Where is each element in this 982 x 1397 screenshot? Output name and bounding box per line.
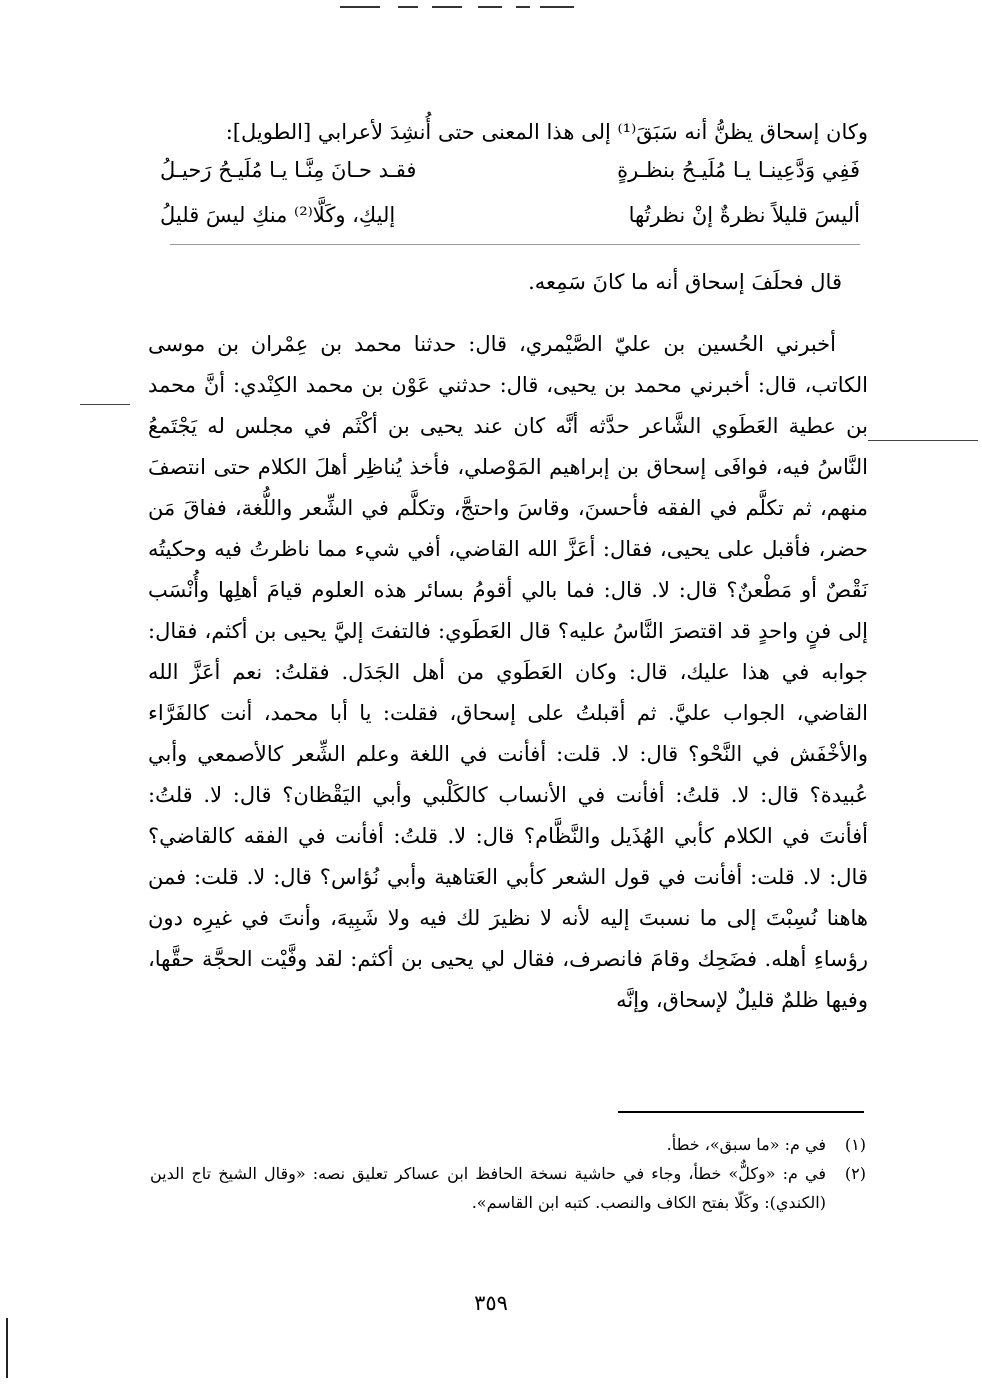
verse-first-hemistich: فَفِي وَدَّعِينـا يـا مُلَيـحُ بنظـرةٍ (617, 158, 860, 182)
main-paragraph (148, 324, 868, 1021)
footnote-separator (618, 1111, 864, 1113)
footnotes (150, 1130, 866, 1217)
verse-line (160, 203, 860, 244)
footnote-text: في م: «وكلٌّ» خطأ، وجاء في حاشية نسخة الحافظ ابن عساكر تعليق نصه: «وقال الشيخ تاج الدين (الكندي): وكَلّا بفتح الكاف والنصب. كتبه ابن القاسم». (150, 1164, 826, 1212)
verse-second-hemistich: فقـد حـانَ مِنَّـا يـا مُلَيـحُ رَحيـلُ (160, 158, 417, 182)
footnote-number: (٢) (844, 1164, 866, 1183)
paragraph-text: أخبرني الحُسين بن عليّ الصَّيْمري، قال: حدثنا محمد بن عِمْران بن موسى الكاتب، قال: أخبرني محمد بن يحيى، قال: حدثني عَوْن بن محمد الكِنْدي: أنَّ محمد بن عطية العَطَوي الشَّاعر حدَّثه أنَّه كان عند يحيى بن أكْثَم في مجلس له يَجْتَمعُ النَّاسُ فيه، فوافَى إسحاق بن إبراهيم المَوْصلي، فأخذ يُناظِر أهلَ الكلام حتى انتصفَ منهم، ثم تكلَّم في الفقه فأحسنَ، وقاسَ واحتجَّ، وتكلَّم في الشِّعر واللُّغة، ففاقَ مَن حضر، فأقبل على يحيى، فقال: أعَزَّ الله القاضي، أفي شيء مما ناظرتُ فيه وحكيتُه نَقْصٌ أو مَطْعنٌ؟ قال: لا. قال: فما بالي أقومُ بسائر هذه العلوم قيامَ أهلِها وأُنْسَب إلى فنٍ واحدٍ قد اقتصرَ النَّاسُ عليه؟ قال العَطَوي: فالتفتَ إليَّ يحيى بن أكثم، فقال: جوابه في هذا عليك، قال: وكان العَطَوي من أهل الجَدَل. فقلتُ: نعم أعَزَّ الله القاضي، الجواب عليَّ. ثم أقبلتُ على إسحاق، فقلت: يا أبا محمد، أنت كالفَرَّاء والأخْفَش في النَّحْو؟ قال: لا. قلت: أفأنت في اللغة وعلم الشِّعر كالأصمعي وأبي عُبيدة؟ قال: لا. قلتُ: أفأنت في الأنساب كالكَلْبي وأبي اليَقْظان؟ قال: لا. قلتُ: أفأنتَ في الكلام كأبي الهُذَيل والنَّظَّام؟ قال: لا. قلتُ: أفأنت في الفقه كالقاضي؟ قال: لا. قلت: أفأنت في قول الشعر كأبي العَتاهية وأبي نُؤاس؟ قال: لا. قلت: فمن هاهنا نُسِبْتَ إلى ما نسبتَ إليه لأنه لا نظيرَ لك فيه ولا شَبِيهَ، وأنتَ في غيرِه دون رؤساءِ أهله. فضَحِك وقامَ فانصرف، فقال لي يحيى بن أكثم: لقد وفَّيْت الحجَّة حقَّها، وفيها ظلمٌ قليلٌ لإسحاق، وإنَّه (148, 332, 868, 1012)
verse-second-hemistich: إليكِ، وكَلَّا⁽²⁾ منكِ ليسَ قليلُ (160, 203, 396, 227)
scan-edge-mark (6, 1318, 8, 1378)
verse-first-hemistich: أليسَ قليلاً نظرةٌ إنْ نظرتُها (628, 203, 860, 227)
footnote-number: (١) (844, 1135, 866, 1154)
after-verse-line: قال فحلَفَ إسحاق أنه ما كانَ سَمِعه. (528, 270, 842, 294)
footnote-item (150, 1159, 866, 1217)
intro-line: وكان إسحاق يظنُّ أنه سَبَقَ⁽¹⁾ إلى هذا المعنى حتى أُنشِدَ لأعرابي [الطويل]: (225, 120, 868, 144)
scan-artifact-right (868, 440, 978, 441)
scan-top-marks (340, 6, 580, 9)
scan-artifact-left (80, 404, 130, 405)
verse-line (160, 158, 860, 199)
footnote-item (150, 1130, 866, 1159)
page-number: ٣٥٩ (474, 1291, 508, 1315)
footnote-text: في م: «ما سبق»، خطأ. (666, 1135, 826, 1154)
verse-rule (170, 244, 860, 245)
